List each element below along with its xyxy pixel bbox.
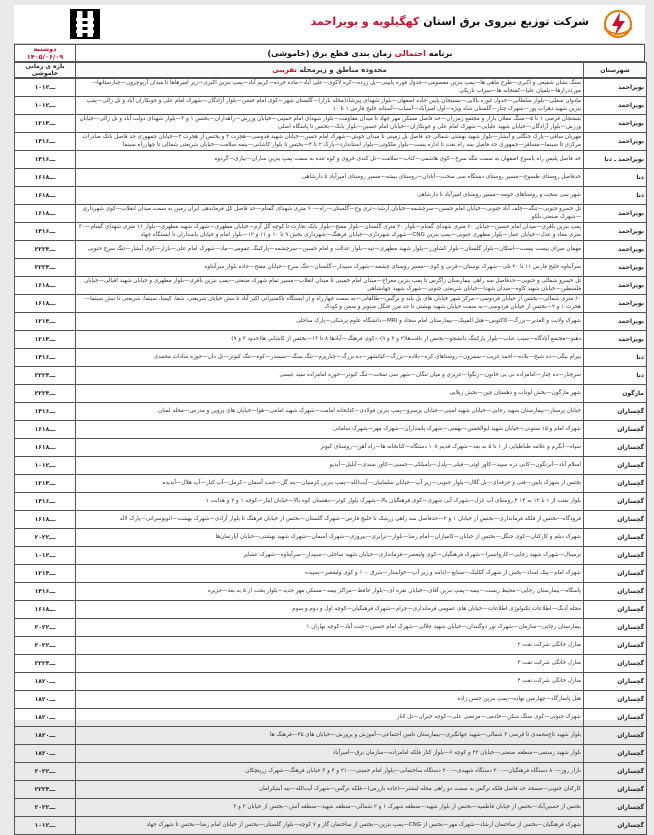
city-cell: گچساران (584, 799, 647, 817)
time-range-cell: ۱۲ـــ۱۴ (15, 115, 76, 133)
city-cell: گچساران (584, 475, 647, 493)
area-cell: هتل پاسارگاد—چهارمین نهاده—پمپ بنزین حسن زاده (76, 691, 584, 709)
area-cell: بیرام بیگی—ده شیخ—بلاده—احمد غریب—سمرون—روستاهای کره—بلاده—بزرگ—کیانشهر—ده بزرگ—چنارپرم—تنگ سنگ—سمندر—کوه—تنگ کبوتر—تل دان—حوزه سادات محمدی (76, 349, 584, 367)
area-cell: شهرک ولایت و الغدیر—بزرگ—کاکتوس—هتل المپیک—بیمارستان امام سجاد و MRI—دانشگاه علوم پزشکی—پارک ساحلی (76, 313, 584, 331)
time-range-cell: ۱۶ـــ۱۸ (15, 169, 76, 187)
city-cell: دنا (584, 349, 647, 367)
city-cell: دنا (584, 187, 647, 205)
time-range-cell: ۱۰ـــ۱۲ (15, 547, 76, 565)
time-range-cell: ۱۲ـــ۱۴ (15, 565, 76, 583)
table-row (15, 565, 647, 583)
city-cell: بویراحمد (584, 313, 647, 331)
table-row (15, 673, 647, 691)
area-cell: شهرک امام—پیک امداد—بخش از شهرک گکلیک—صنایع—ادامه و زیر آپ—خواستار—شرق ۱۰۰ و کوی ولیعصر—سپیده (76, 565, 584, 583)
time-range-cell: ۲۲ـــ۲۴ (15, 367, 76, 385)
area-cell: کارکنان جنوبی—مسجد حد فاصل فلکه نرگس به سمت دو راهی محله لیشتر—(جاده بازرس)—فلکه نرگس—شهرک آیت‌الله—نیه آبنیکرامان (76, 781, 584, 799)
column-header-city: شهرستان (584, 63, 647, 78)
time-range-cell: ۱۴ـــ۱۶ (15, 349, 76, 367)
time-range-cell: ۲۲ـــ۲۴ (15, 385, 76, 403)
table-row (15, 223, 647, 241)
company-title (311, 15, 589, 28)
table-row (15, 457, 647, 475)
table-row (15, 367, 647, 385)
time-range-cell: ۲۰ـــ۲۲ (15, 637, 76, 655)
table-row (15, 511, 647, 529)
schedule-table (14, 78, 647, 835)
area-cell: فرودگاه—بختس از فلکه فرمانداری—بختس از خیابان ۱ و ۲—حدفاصل سه راهی زرشک تا خلیج فارس—شهرک گلستان—بختس از خیابان فرهنگ تا بلوار آزادی—شهرک بهشت—اتوبوسرانی—پارک لاله (76, 511, 584, 529)
time-range-cell: ۱۶ـــ۱۸ (15, 295, 76, 313)
area-cell: شهر مارگون—بخش لوداب و دهستان چین—بخش زیلایی (76, 385, 584, 403)
city-cell: بویراحمد (584, 223, 647, 241)
time-range-cell: ۱۴ـــ۱۶ (15, 133, 76, 151)
city-cell: بویراحمد (584, 97, 647, 115)
table-row (15, 547, 647, 565)
time-range-cell: ۱۲ـــ۱۴ (15, 313, 76, 331)
city-cell: بویراحمد (584, 241, 647, 259)
time-range-cell: ۱۰ـــ۱۲ (15, 457, 76, 475)
document-header (14, 5, 645, 44)
city-cell: گچساران (584, 583, 647, 601)
area-cell: بلوار شهید رستمی—منطقه صنعتی—خیابان ۲۳ و کوچه ۶—بلوار کنار فلکه امامزاده—سازمان برق—امیرآباد (76, 745, 584, 763)
city-cell: گچساران (584, 547, 647, 565)
time-range-cell: ۱۴ـــ۱۶ (15, 403, 76, 421)
column-header-area: محدوده مناطق و زیرمحله تقریبی (76, 63, 584, 78)
table-row (15, 637, 647, 655)
time-range-cell: ۱۰ـــ۱۲ (15, 79, 76, 97)
time-range-cell: ۱۸ـــ۲۰ (15, 709, 76, 727)
program-title: برنامه احتمالی زمان بندی قطع برق (خاموشی) (76, 45, 645, 62)
table-row (15, 187, 647, 205)
column-header-row (14, 62, 647, 78)
table-row (15, 97, 647, 115)
time-range-cell: ۱۲ـــ۱۴ (15, 475, 76, 493)
city-cell: مارگون (584, 385, 647, 403)
time-range-cell: ۲۲ـــ۲۴ (15, 241, 76, 259)
time-range-cell: ۱۴ـــ۱۶ (15, 151, 76, 169)
time-range-cell: ۲۰ـــ۲۲ (15, 619, 76, 637)
time-range-cell: ۱۶ـــ۱۸ (15, 601, 76, 619)
city-cell: گچساران (584, 511, 647, 529)
city-cell: دنا (584, 169, 647, 187)
company-title-main: شرکت توزیع نیروی برق استان (423, 15, 589, 28)
area-cell: پاسگاه—بیمارستان رجایی—محیط زیست—بیمه—پمپ بنزین آقای—خیابان نقره ای—بلوار حافظ—مراکز بیمه—مسکن مهر جدید—بلوار بعثت از ۵ به بعد—جزیره (76, 583, 584, 601)
area-cell: تل خسرو شمالی و جنوبی—حدفاصل سه راهی بیمارستان زاگرس تا پمپ بنزین معراج—میدان امام خمینی تا میدان انقلاب—مسیر تمام شهرک صنعتی—پمپ بنزین باقری—بلوار مطهری و خیابان شهید اقبالی—خیابان فلسطین—خیابان شهید کاوه—میدان شهدا—خیابان شریعتی جنوبی—شهرک شهید جهانشاهی (76, 277, 584, 295)
city-cell: بویراحمد (584, 133, 647, 151)
table-row (15, 781, 647, 799)
table-row (15, 295, 647, 313)
power-company-logo-icon (601, 8, 635, 40)
area-cell: بازار روز—۸۰ دستگاه فرهنگیان—۲۰۰ دستگاه شهیدی—۲۰۰ دستگاه ساختمانی—بلوار امام خمینی—۲۱۰ و ۴ و ۳ خیابان فرهنگ—شهرک زرینچکان (76, 763, 584, 781)
city-cell: گچساران (584, 691, 647, 709)
area-cell: مادوان سفلی—بلوار سلطانی—جدول غوره بالایی—بستنجان پایین جاده اصفهان—بلوار شهدای پیرشاد(محله بازار)—گلستان شهر—کوی امام حسن—بلوار آزادگان—شهرک امام علی و جونکاران آباد و تل زالی—پمپ بنزین شهید دهراب پور—شهرک چنار—گلستان شاه ویژه—اول امیرآباد—آسیاب—آستانه خلیج فارس ۱ تا ۱۰ (76, 97, 584, 115)
city-cell: گچساران (584, 781, 647, 799)
table-row (15, 385, 647, 403)
time-range-cell: ۱۸ـــ۲۰ (15, 745, 76, 763)
city-cell: دنا (584, 367, 647, 385)
area-cell: مهربان ساقی—پارک جنگلی و آبشار—بلوار شهید بهشتی شمالی حد فاصل پل زمینی تا میدان خوش—شهرک امام حسن—خیابان شهید قدوسی—هجرت ۳ و بختس از هجرت ۲—خیابان جمهوری حد فاصل بانک صادرات مرکزی تا سینما—مسافر—جمهوری حد فاصل سه راه نفت تا اداره پست—بلوار ملکوتی—بلوار استاندارد—پارک ۲ تا ۴—بختس تا بلوار کاشانی—بیمه سلامت—خیابان شریعتی شمالی تا چهارراه سینما (76, 133, 584, 151)
area-cell: حدفاصل روستای طسوج—مسیر روستای دستگاه سی سخت—آبادان—روستای بیشه—مسیر روستای امیرآباد تا دارشاهی (76, 169, 584, 187)
area-cell: بختس از حسین‌آباد—بختس از خیابان فاطمیه—بختس از بلوار شهید—منطقه شهرک ۱ و ۲ شمالی—منطقه شهید—منطقه آتش—بختس از خیابان ۲ و ۳ (76, 799, 584, 817)
area-cell: منازل خانگی شرکت نفت ۳ (76, 655, 584, 673)
city-cell: گچساران (584, 421, 647, 439)
area-cell: سپاه—آبگرم و علامه طباطبایی از ۱ تا ۵ به بعد—شهرک قدیم ۱۰۸ دستگاه—کتابخانه ها—راه آهن—روستای کبوتر (76, 439, 584, 457)
table-row (15, 745, 647, 763)
table-row (15, 655, 647, 673)
area-cell: ۶۰ متری شمالی—بختس از خیابان فردوسی—مرکز شهر خیابان های پل بلند و نرگس—طالقانی—به سمت چهارراه و از ایستگاه تاکسیرانی اکبر آباد تا نبش خیابان شریعتی، شفا، کیمیا، سینما، شریعتی تا نبش سینما—هجرت ۱ و ۲—بختس از خیابان فردوسی—به سمت خیابان شهید بهشتی تا حد مرز جنگل صنوبر و سمن و کودک (76, 295, 584, 313)
date-label: ۱۴۰۵/۰۶/۰۹ (26, 53, 64, 61)
city-cell: گچساران (584, 619, 647, 637)
time-range-cell: ۱۴ـــ۱۶ (15, 493, 76, 511)
city-cell: گچساران (584, 637, 647, 655)
schedule-header-table (14, 44, 645, 62)
table-row (15, 583, 647, 601)
time-range-cell: ۲۲ـــ۲۴ (15, 781, 76, 799)
table-row (15, 151, 647, 169)
area-cell: سنگ نشان شفیعی و اکبری—طرح ماهی ها—پمپ بنزین معصومی—جدول فوره پایینی—پل زرده—کره لاکوی—علی آباد—ماده خرده—کریم آباد—پمپ بنزین اکبری—زیر امیرهاها تا میدان آرپوچرون—چنارستانها—مورددرازها—بلمیان علیا—کفتخانه ها—سراب تاریکی (76, 79, 584, 97)
time-range-cell: ۱۶ـــ۱۸ (15, 511, 76, 529)
city-cell: گچساران (584, 727, 647, 745)
table-row (15, 493, 647, 511)
area-cell: شهرک امام و ۱۵ ستونی—خیابان شهید ابوالحسن—بهمنی—شهرک پاسداران—شهرک مهر—شهرک سامانی (76, 421, 584, 439)
city-cell: بویراحمد (584, 205, 647, 223)
time-range-cell: ۱۰ـــ۱۲ (15, 97, 76, 115)
city-cell: گچساران (584, 457, 647, 475)
time-range-cell: ۱۶ـــ۱۸ (15, 187, 76, 205)
table-row (15, 619, 647, 637)
table-row (15, 313, 647, 331)
area-cell: بیمارستان رجایی—سازمان—شهرک نور دوگنبدان—خیابان شهید جلالی—شهرک امام حسین—جنت آباد—کوچه بهاران ۱ (76, 619, 584, 637)
city-cell: گچساران (584, 601, 647, 619)
table-row (15, 601, 647, 619)
time-range-cell: ۱۲ـــ۱۴ (15, 331, 76, 349)
area-cell: پمپ بنزین باقری—میدان امام حسین—خیابان ۶۰ متری شهدای گمنام—بلوار ۲۰ متری گلستان—بلوار مفتح—بلوار بابک تجارت تا کوچه گل آرم—خیابان مطهری—شهرک شهید مطهری—بلوار ۱۶ متری شهدای گمنام—۳۰ متری معاد و عدل—خیابان عمار—بلوار مطهری جنوبی—پمپ بنزین CNG—شهرک شهرداری—خیابان فرهنگ—شهرداری بخش ۹ تا ۱۰ و ۱۱ و ۱۲—بلوار امام و خیابان پاسداران تا ایستگاه جهاد (76, 223, 584, 241)
city-cell: بویراحمد (584, 277, 647, 295)
table-row (15, 421, 647, 439)
area-cell: ترمینال—شهرک شهید رجایی—کاروانسرا—شهرک فرهنگیان—کوی ولیعصر—فرمانداری—خیابان شهید ساحلی—سپیدار—سرآبتاوه—شهرک عشایر (76, 547, 584, 565)
city-cell: گچساران (584, 817, 647, 835)
area-cell: محله آذنگ—اطلاعات تکنولوژی اطلاعات—خیابان های عمومی فرمانداری—چرام—شهرک فرهنگیان—کوچه اول و دوم و سوم (76, 601, 584, 619)
area-cell: منازل خانگی شرکت نفت ۲ (76, 637, 584, 655)
table-row (15, 799, 647, 817)
city-cell: بویراحمد ـ دنا (584, 151, 647, 169)
area-cell: شهرک جنوبی—کوی سنگ شکن—خادمی—مرتضی علی—کوچه جیران—تل کنار (76, 709, 584, 727)
time-range-cell: ۱۴ـــ۱۶ (15, 223, 76, 241)
time-range-cell: ۱۸ـــ۲۰ (15, 673, 76, 691)
day-label: دوشنبه (33, 45, 57, 53)
area-cell: شهرک دیلم و کارکنان—کوی جنگل—بختس از خیابان—کامیاران—امام رضا—بلوار—ترابری—پیروزی—شهرک آسمان—شهرک شهید بهشتی—خیابان آپارتمان‌ها (76, 529, 584, 547)
city-cell: گچساران (584, 709, 647, 727)
area-cell: شهرک فرهنگیان—بختس از ساختمان ارشاد—شهرک مهر—بختس از CNG—پمپ بنزین—بختس از ساختمان گاز و ۷ کوچه—بلوار گلستان—بختس از خیابان امام رضا—بختس تا شهرک جهاد (76, 817, 584, 835)
table-row (15, 79, 647, 97)
time-range-cell: ۱۸ـــ۲۰ (15, 727, 76, 745)
table-row (15, 709, 647, 727)
area-cell: بختس از شهرک پایین—فنی و حرفه‌ای—پل گلال—بلوار جنوبی—زیر آپ—خیابان سلمانیان—آیت‌الله—پمپ بنزین کرمبیان—بنه گل—جنت آسمان—کرمل—آب کنار—آب هلال—آبدیده (76, 475, 584, 493)
area-cell: دهنو—مجتمع آبادگاه—سیب عناب—بلوار پارکینگ دانشجو—بختس از بافت‌ها(۲ و ۳ و ۹)—کوی فرهنگ—آبادها ۸ تا ۱۳—بختس از کاشانی ها(حدود ۳ و ۹) (76, 331, 584, 349)
time-range-cell: ۱۶ـــ۱۸ (15, 205, 76, 223)
area-cell: حد فاصل پلیس راه یاسوج اصفهان به سمت تنگه سرخ—کوی هاشمی—کتاب—سلامت—تل کندی خروی و کوه تنده به سمت پمپ بنزین ساران—بیاری—گردوه (76, 151, 584, 169)
time-range-cell: ۲۰ـــ۲۲ (15, 799, 76, 817)
area-cell: خیابان پرستار—بیمارستان شهید رجایی—خیابان شهید امینی—خیابان پرسرو—پمپ بنزین فولادی—کتابخانه امامت—شهرک شهید امامی—هوا—خیابان های پروین و مدرس—محله لمنان (76, 403, 584, 421)
time-range-cell: ۲۰ـــ۲۲ (15, 763, 76, 781)
table-row (15, 277, 647, 295)
area-cell: بستنجان قرصی ۱ تا ۵—سنگ مفلان بازار و مجتمع زمزران—حد فاصل مسکن مهر جهاد تا میدان مقاومت—بلوار شهدای امام خمینی—خیابان ورزش—راهداران—بختس ۱ و ۳—بلوار شهدای دولت آباد و تل زالی—خیابان ورزش—بلوار آزادگان—خیابان شهید علیایی—شهرک امام علی و جونکاران—خیابان امام حسین—بلوار بابک—بختس تا پاسگاه اصلی (76, 115, 584, 133)
table-row (15, 331, 647, 349)
table-row (15, 349, 647, 367)
city-cell: گچساران (584, 439, 647, 457)
area-cell: منازل خانگی شرکت نفت ۴ (76, 673, 584, 691)
table-row (15, 115, 647, 133)
city-cell: بویراحمد (584, 115, 647, 133)
city-cell: بویراحمد (584, 259, 647, 277)
table-row (15, 475, 647, 493)
qr-code-icon (70, 9, 100, 39)
table-row (15, 727, 647, 745)
time-range-cell: ۲۲ـــ۲۴ (15, 259, 76, 277)
table-row (15, 241, 647, 259)
time-range-cell: ۱۶ـــ۱۸ (15, 439, 76, 457)
table-row (15, 763, 647, 781)
schedule-sheet (14, 5, 645, 829)
table-row (15, 817, 647, 835)
table-row (15, 529, 647, 547)
table-row (15, 133, 647, 151)
time-range-cell: ۱۶ـــ۱۸ (15, 277, 76, 295)
city-cell: گچساران (584, 745, 647, 763)
time-range-cell: ۱۶ـــ۱۸ (15, 421, 76, 439)
city-cell: بویراحمد (584, 79, 647, 97)
city-cell: گچساران (584, 673, 647, 691)
table-row (15, 259, 647, 277)
city-cell: بویراحمد (584, 295, 647, 313)
column-header-time: بازه ی زمانی خاموشی (15, 63, 76, 78)
table-row (15, 403, 647, 421)
date-box (15, 45, 76, 62)
table-row (15, 691, 647, 709)
area-cell: تل خسرو جنوبی—تنگه—خلف آباد جنوبی—خیابان امام حسین—سرچشمه—خیابان ارشد—تری وج—گلستان—راه—۶۰ متری شهدای گمنام—حد فاصل کل فرماندهی ایران زمین به سمت میدان انقلاب—کوی شهرداری—شهرک صنعتی بلکو (76, 205, 584, 223)
city-cell: گچساران (584, 655, 647, 673)
table-row (15, 169, 647, 187)
city-cell: بویراحمد (584, 331, 647, 349)
city-cell: گچساران (584, 763, 647, 781)
area-cell: شهر سی سخت و روستاهای حومه—مسیر روستای امیرآباد تا دارشاهی (76, 187, 584, 205)
time-range-cell: ۱۴ـــ۱۶ (15, 583, 76, 601)
city-cell: گچساران (584, 565, 647, 583)
area-cell: سرآبتاوه خلیج فارس ۱۱ تا ۲۰ تلی—شهرک بوستان—قرنی و کوی—مسیر روستای چشمه—شهرک سپیدار—گلستان—تنگ سرخ—خیابان مفتح—جاده بلوار سرآبتاوه (76, 259, 584, 277)
area-cell: بلوار بعثت از ۱ تا ۱۲ به ۱۴ ۴ روستای آب غزل—شهرک آبی شهری—کوی فرهنگیان بالا—شهرک بلوار کوثر—دهستان کوه بالا—خیابان ایثار—کوچه ۱ و ۳ و هدایت ۱ (76, 493, 584, 511)
area-cell: مهمان سرای بیست بیست—اسکان—بلوار گلستان—بلوار کشاورز—بلوار شهید مطهری—تپه—بلوار عدالت و امام حسین—سرچشمه—پارکینگ عمومی—ماد—شهرک امام علی—بازار—کوی آبشار—تنگ سرخ جنوبی (76, 241, 584, 259)
city-cell: گچساران (584, 529, 647, 547)
time-range-cell: ۲۰ـــ۲۲ (15, 529, 76, 547)
table-row (15, 205, 647, 223)
city-cell: گچساران (584, 493, 647, 511)
time-range-cell: ۲۲ـــ۲۴ (15, 655, 76, 673)
time-range-cell: ۱۸ـــ۲۰ (15, 691, 76, 709)
area-cell: اسلام آباد—آبرنگون—کانی دره سپید—کاور اوتی—فیلی—پلدل—بامبلکی—حسنی—کاور سیدی—آبلیل—آبدیو (76, 457, 584, 475)
area-cell: بلوار شهید تاج‌محمدی تا قرصی ۳ شمالی—شهید جهانگیری—بیمارستان تامین اجتماعی—آموزش و پرورش—خیابان های ۳۵—فرهنگ ها (76, 727, 584, 745)
city-cell: گچساران (584, 403, 647, 421)
time-range-cell: ۱۰ـــ۱۲ (15, 817, 76, 835)
table-row (15, 439, 647, 457)
company-title-province: کهگیلویه و بویراحمد (310, 15, 420, 28)
area-cell: سرچنار—ده چنار—امامزاده بی بی خاتون—زنگوا—عزیزی و میان تنگان—شهر سی سخت—تنگ کبوتر—حوزه امامزاده سید عیسی (76, 367, 584, 385)
